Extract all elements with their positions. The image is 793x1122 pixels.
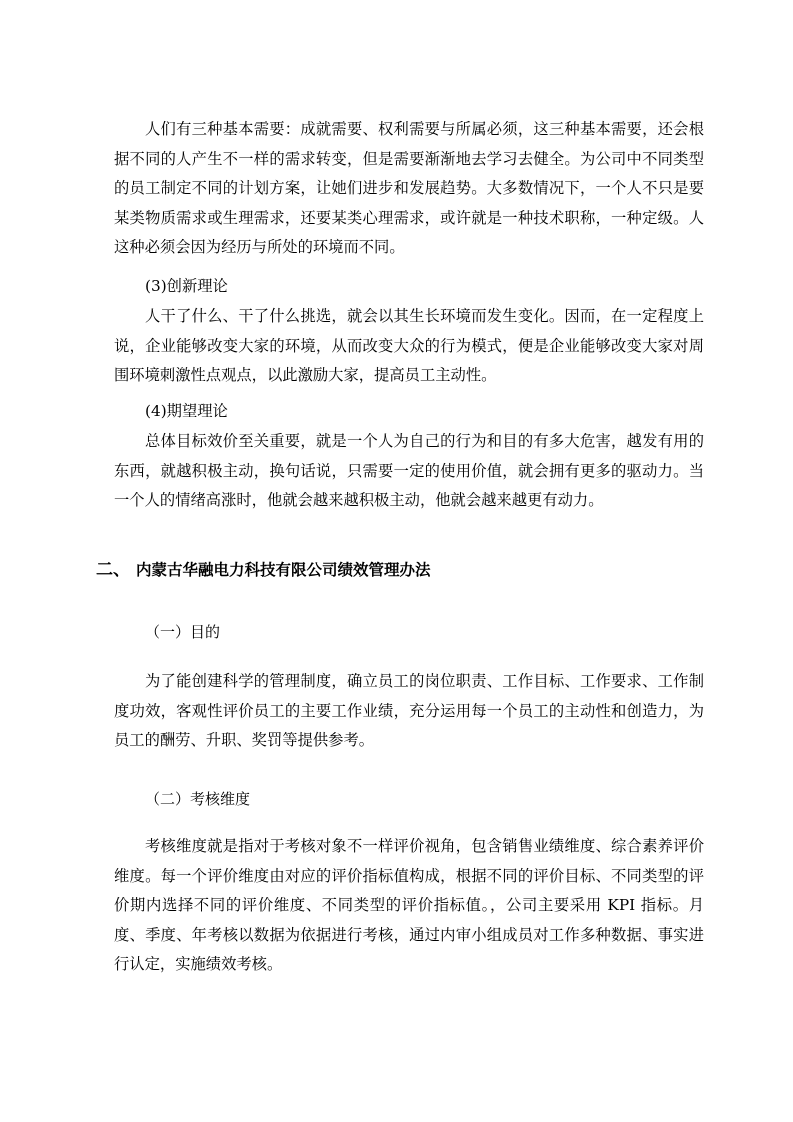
dimension-heading: （二）考核维度 bbox=[145, 790, 251, 808]
purpose-paragraph: 为了能创建科学的管理制度，确立员工的岗位职责、工作目标、工作要求、工作制度功效，客观性评价员工的主要工作业绩，充分运用每一个员工的主动性和创造力，为员工的酬劳、升职、奖罚等提供参考。 bbox=[114, 672, 704, 749]
expectation-theory-paragraph: 总体目标效价至关重要，就是一个人为自己的行为和目的有多大危害，越发有用的东西，就越积极主动，换句话说，只需要一定的使用价值，就会拥有更多的驱动力。当一个人的情绪高涨时，他就会越来越积极主动，他就会越来越更有动力。 bbox=[114, 432, 704, 509]
expectation-theory-heading: (4)期望理论 bbox=[145, 402, 228, 420]
section-2-title: 内蒙古华融电力科技有限公司绩效管理办法 bbox=[136, 561, 431, 579]
innovation-theory-paragraph: 人干了什么、干了什么挑选，就会以其生长环境而发生变化。因而，在一定程度上说，企业能够改变大家的环境，从而改变大众的行为模式，便是企业能够改变大家对周围环境刺激性点观点，以此激励大家，提高员工主动性。 bbox=[114, 307, 704, 384]
innovation-theory-heading: (3)创新理论 bbox=[145, 277, 228, 295]
section-2-heading bbox=[96, 556, 431, 584]
dimension-paragraph: 考核维度就是指对于考核对象不一样评价视角，包含销售业绩维度、综合素养评价维度。每一个评价维度由对应的评价指标值构成，根据不同的评价目标、不同类型的评价期内选择不同的评价维度、不同类型的评价指标值。，公司主要采用 KPI 指标。月度、季度、年考核以数据为依据进行考核，通过内审小组成员对工作多种数据、事实进行认定，实施绩效考核。 bbox=[114, 837, 704, 973]
intro-paragraph: 人们有三种基本需要：成就需要、权利需要与所属必须，这三种基本需要，还会根据不同的人产生不一样的需求转变，但是需要渐渐地去学习去健全。为公司中不同类型的员工制定不同的计划方案，让她们进步和发展趋势。大多数情况下，一个人不只是要某类物质需求或生理需求，还要某类心理需求，或许就是一种技术职称，一种定级。人这种必须会因为经历与所处的环境而不同。 bbox=[114, 120, 704, 256]
purpose-heading: （一）目的 bbox=[145, 623, 221, 641]
section-2-number: 二、 bbox=[96, 560, 130, 580]
